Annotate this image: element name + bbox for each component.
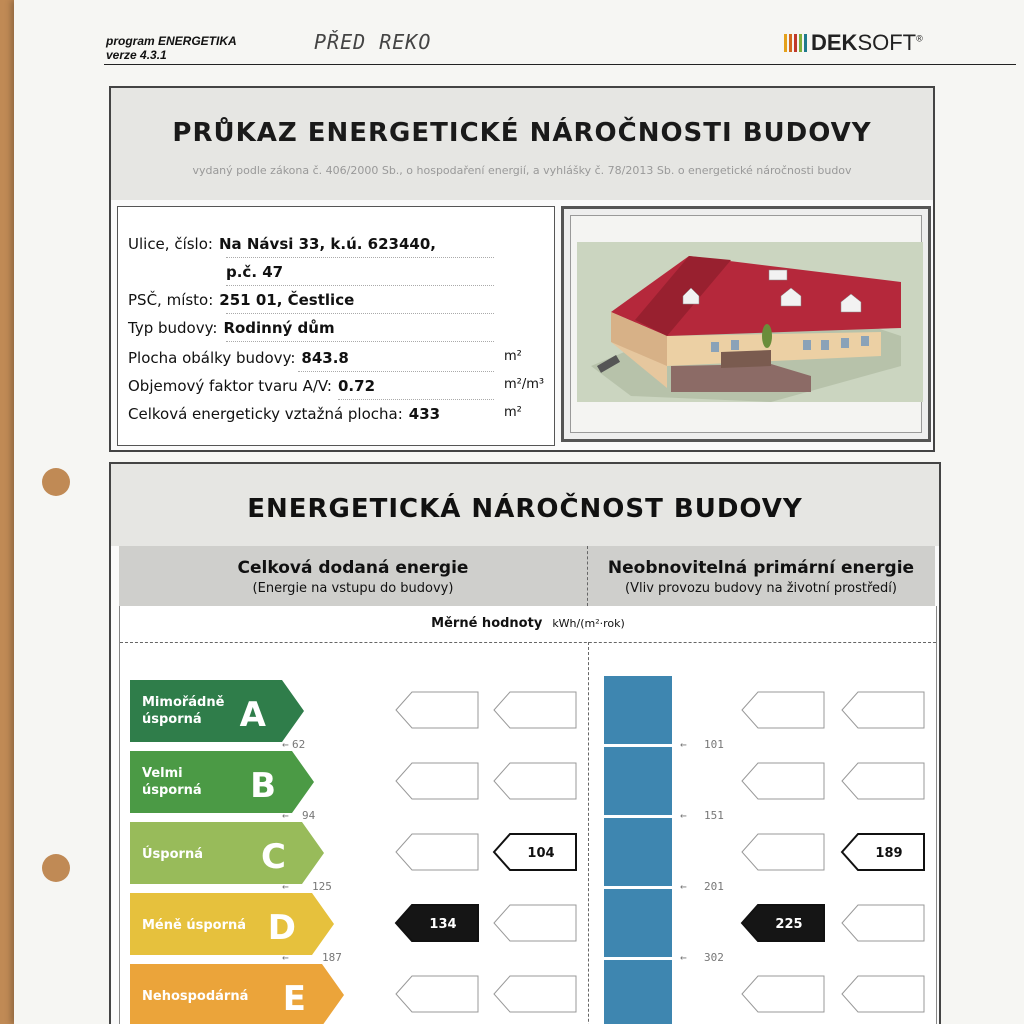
field-building-type: Typ budovy: Rodinný dům bbox=[128, 319, 335, 337]
class-name-B: úsporná bbox=[142, 783, 202, 798]
right-after-indicator bbox=[842, 905, 924, 941]
threshold-left-A: 62 bbox=[292, 738, 306, 751]
class-name-A: Mimořádně bbox=[142, 695, 225, 710]
logo-bar bbox=[789, 34, 792, 52]
performance-title: ENERGETICKÁ NÁROČNOST BUDOVY bbox=[247, 494, 803, 524]
left-after-indicator bbox=[494, 763, 576, 799]
primary-energy-bar-segment bbox=[604, 889, 672, 957]
class-arrow-B bbox=[130, 751, 314, 813]
left-current-indicator bbox=[396, 692, 478, 728]
right-after-indicator bbox=[842, 976, 924, 1012]
class-letter-D: D bbox=[267, 908, 296, 948]
threshold-arrow-icon: ← bbox=[680, 880, 687, 893]
logo-bars-icon bbox=[784, 34, 807, 52]
performance-header bbox=[111, 464, 939, 546]
threshold-arrow-icon: ← bbox=[282, 951, 289, 964]
right-current-indicator bbox=[742, 976, 824, 1012]
field-postcode: PSČ, místo: 251 01, Čestlice bbox=[128, 291, 355, 309]
class-name-E: Nehospodárná bbox=[142, 989, 249, 1004]
left-column-subtitle: (Energie na vstupu do budovy) bbox=[252, 581, 454, 596]
right-current-indicator bbox=[742, 692, 824, 728]
primary-energy-bar-segment bbox=[604, 676, 672, 744]
building-render-image bbox=[571, 216, 927, 438]
logo-mark: ® bbox=[916, 33, 923, 44]
energy-class-scale bbox=[120, 642, 936, 1024]
threshold-arrow-icon: ← bbox=[680, 738, 687, 751]
class-name-D: Méně úsporná bbox=[142, 918, 247, 933]
punch-hole bbox=[42, 854, 70, 882]
left-current-indicator bbox=[396, 834, 478, 870]
threshold-right-A: 101 bbox=[704, 738, 724, 751]
left-after-indicator bbox=[494, 976, 576, 1012]
class-letter-A: A bbox=[239, 695, 266, 735]
logo-bar bbox=[794, 34, 797, 52]
deksoft-logo bbox=[784, 30, 923, 56]
certificate-box bbox=[109, 86, 935, 452]
program-name: program ENERGETIKA bbox=[106, 34, 237, 48]
logo-bold-text: DEK bbox=[811, 30, 858, 55]
right-column-header bbox=[587, 546, 935, 606]
class-arrow-A bbox=[130, 680, 304, 742]
threshold-left-D: 187 bbox=[322, 951, 342, 964]
class-name-A: úsporná bbox=[142, 712, 202, 727]
certificate-subtitle: vydaný podle zákona č. 406/2000 Sb., o hospodaření energií, a vyhlášky č. 78/2013 Sb. o energetické náročnosti budov bbox=[192, 164, 852, 177]
units-label: Měrné hodnoty kWh/(m²·rok) bbox=[431, 616, 625, 631]
class-name-B: Velmi bbox=[142, 766, 183, 781]
right-column-title: Neobnovitelná primární energie bbox=[607, 558, 915, 578]
threshold-arrow-icon: ← bbox=[282, 809, 289, 822]
threshold-arrow-icon: ← bbox=[680, 809, 687, 822]
threshold-left-B: 94 bbox=[302, 809, 316, 822]
right-after-indicator bbox=[842, 692, 924, 728]
primary-energy-bar-segment bbox=[604, 818, 672, 886]
right-current-indicator bbox=[742, 763, 824, 799]
punch-hole bbox=[42, 468, 70, 496]
left-column-title: Celková dodaná energie bbox=[237, 558, 469, 578]
left-current-indicator bbox=[396, 763, 478, 799]
primary-energy-bar-segment bbox=[604, 747, 672, 815]
threshold-arrow-icon: ← bbox=[282, 738, 289, 751]
document-page bbox=[14, 0, 1024, 1024]
building-info-panel bbox=[117, 206, 555, 446]
left-current-indicator-value: 134 bbox=[429, 917, 457, 932]
building-image-frame bbox=[561, 206, 931, 442]
right-after-indicator bbox=[842, 763, 924, 799]
certificate-header bbox=[111, 88, 933, 200]
logo-bar bbox=[799, 34, 802, 52]
right-column-subtitle: (Vliv provozu budovy na životní prostředí) bbox=[625, 581, 897, 596]
field-street: Ulice, číslo: Na Návsi 33, k.ú. 623440, bbox=[128, 235, 436, 253]
field-parcel: p.č. 47 bbox=[226, 263, 284, 281]
threshold-arrow-icon: ← bbox=[680, 951, 687, 964]
threshold-left-C: 125 bbox=[312, 880, 332, 893]
program-version: verze 4.3.1 bbox=[106, 48, 167, 62]
right-current-indicator-value: 225 bbox=[775, 917, 803, 932]
energy-performance-box bbox=[109, 462, 941, 1024]
handwritten-note: PŘED REKO bbox=[314, 30, 432, 54]
threshold-arrow-icon: ← bbox=[282, 880, 289, 893]
field-shape-factor: Objemový faktor tvaru A/V: 0.72 m²/m³ bbox=[128, 377, 545, 395]
threshold-right-D: 302 bbox=[704, 951, 724, 964]
field-reference-area: Celková energeticky vztažná plocha: 433 m² bbox=[128, 405, 522, 423]
left-after-indicator bbox=[494, 905, 576, 941]
threshold-right-B: 151 bbox=[704, 809, 724, 822]
class-letter-C: C bbox=[261, 837, 286, 877]
threshold-right-C: 201 bbox=[704, 880, 724, 893]
energy-scale-area bbox=[119, 606, 937, 1024]
class-letter-B: B bbox=[250, 766, 276, 806]
right-current-indicator bbox=[742, 834, 824, 870]
class-letter-E: E bbox=[282, 979, 306, 1019]
field-envelope-area: Plocha obálky budovy: 843.8 m² bbox=[128, 349, 522, 367]
certificate-title: PRŮKAZ ENERGETICKÉ NÁROČNOSTI BUDOVY bbox=[172, 118, 872, 148]
logo-light-text: SOFT bbox=[857, 30, 917, 55]
right-after-indicator-value: 189 bbox=[875, 846, 903, 861]
class-name-C: Úsporná bbox=[142, 847, 203, 862]
left-after-indicator bbox=[494, 692, 576, 728]
program-info bbox=[106, 34, 237, 62]
header-rule bbox=[104, 64, 1016, 65]
left-column-header bbox=[119, 546, 587, 606]
logo-bar bbox=[784, 34, 787, 52]
left-current-indicator bbox=[396, 976, 478, 1012]
logo-bar bbox=[804, 34, 807, 52]
primary-energy-bar-segment bbox=[604, 960, 672, 1024]
left-after-indicator-value: 104 bbox=[527, 846, 555, 861]
